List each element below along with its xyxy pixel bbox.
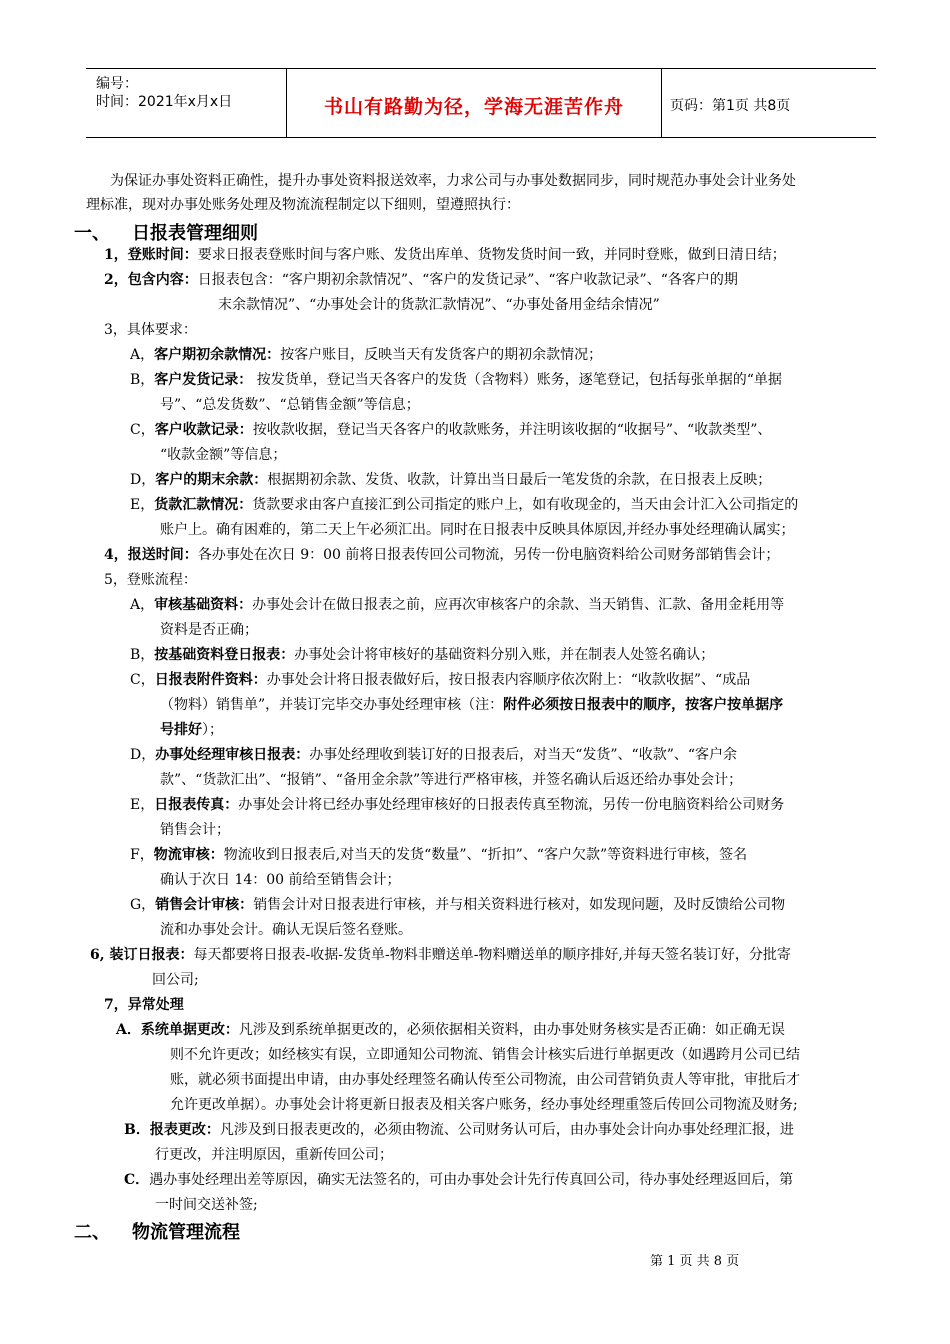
item-5c-label: 日报表附件资料：: [154, 672, 267, 688]
item-2-text-cont: 末余款情况”、“办事处会计的货款汇款情况”、“办事处备用金结余情况”: [218, 297, 660, 313]
item-5d-text: 办事处经理收到装订好的日报表后，对当天“发货”、“收款”、“客户余: [309, 747, 738, 763]
header-slogan: 书山有路勤为径，学海无涯苦作舟: [323, 96, 624, 118]
item-3e-text: 货款要求由客户直接汇到公司指定的账户上，如有收现金的，当天由会计汇入公司指定的: [252, 497, 799, 513]
item-7a-text-3: 账，就必须书面提出申请，由办事处经理签名确认传至公司物流，由公司营销负责人等审批，审批后才: [170, 1072, 800, 1088]
item-5g-letter: G，: [130, 897, 156, 913]
item-5c-text-2: （物料）销售单”，并装订完毕交办事处经理审核（注：: [160, 697, 504, 713]
item-5f-text: 物流收到日报表后,对当天的发货“数量”、“折扣”、“客户欠款”等资料进行审核，签名: [223, 847, 748, 863]
header-page-number: 页码：第1页 共8页: [670, 98, 791, 114]
item-5b-label: 按基础资料登日报表：: [154, 647, 295, 663]
item-6: [90, 946, 791, 964]
item-3a-label: 客户期初余款情况：: [154, 347, 281, 363]
item-3c-label: 客户收款记录：: [154, 422, 253, 438]
header-page-cell: [660, 69, 876, 137]
item-5f-text-cont: 确认于次日 14：00 前给至销售会计；: [160, 872, 401, 888]
item-5b: [130, 646, 714, 664]
item-5c-text: 办事处会计将日报表做好后，按日报表内容顺序依次附上：“收款收据”、“成品: [266, 672, 751, 688]
item-7b: [124, 1121, 794, 1139]
item-5g-text-cont: 流和办事处会计。确认无误后签名登账。: [160, 922, 412, 938]
item-7b-label: B．报表更改：: [124, 1122, 220, 1138]
intro-line-2: 理标准，现对办事处账务处理及物流流程制定以下细则，望遵照执行：: [86, 197, 520, 213]
header-meta-cell: [86, 69, 286, 137]
item-3a: [130, 346, 602, 364]
item-5c-letter: C，: [130, 672, 155, 688]
item-7c: [124, 1171, 793, 1189]
item-3c-letter: C，: [130, 422, 155, 438]
item-4-label: 4，报送时间：: [104, 547, 198, 563]
page-header: [86, 68, 876, 138]
page-footer: 第 1 页 共 8 页: [650, 1254, 740, 1269]
item-5a-label: 审核基础资料：: [154, 597, 253, 613]
item-6-label: 6, 装订日报表：: [90, 947, 194, 963]
section-1-number: 一、: [74, 223, 110, 244]
item-1: [104, 246, 786, 264]
item-3b-text-cont: 号”、“总发货数”、“总销售金额”等信息；: [160, 397, 420, 413]
header-slogan-cell: [286, 69, 662, 137]
item-7b-text: 凡涉及到日报表更改的，必须由物流、公司财务认可后，由办事处会计向办事处经理汇报，进: [219, 1122, 794, 1138]
item-3d: [130, 471, 771, 489]
item-5d-letter: D，: [130, 747, 156, 763]
item-3e-letter: E，: [130, 497, 155, 513]
item-5c-text-end: ）；: [202, 722, 223, 738]
item-3a-text: 按客户账目，反映当天有发货客户的期初余款情况；: [280, 347, 603, 363]
item-3b-letter: B，: [130, 372, 155, 388]
item-6-text-cont: 回公司;: [152, 972, 199, 988]
item-5e-label: 日报表传真：: [154, 797, 239, 813]
item-5f: [130, 846, 747, 864]
item-5f-label: 物流审核：: [153, 847, 224, 863]
item-5e: [130, 796, 784, 814]
item-3e: [130, 496, 798, 514]
item-5d-label: 办事处经理审核日报表：: [155, 747, 310, 763]
item-5g-label: 销售会计审核：: [155, 897, 254, 913]
item-5b-text: 办事处会计将审核好的基础资料分别入账，并在制表人处签名确认；: [294, 647, 715, 663]
item-3-label: 3，具体要求：: [104, 322, 197, 338]
item-3d-text: 根据期初余款、发货、收款，计算出当日最后一笔发货的余款，在日报表上反映；: [267, 472, 772, 488]
item-3c-text: 按收款收据，登记当天各客户的收款账务，并注明该收据的“收据号”、“收款类型”、: [252, 422, 772, 438]
intro-line-1: 为保证办事处资料正确性，提升办事处资料报送效率，力求公司与办事处数据同步，同时规范办事处会计业务处: [110, 173, 796, 189]
item-5-label: 5，登账流程：: [104, 572, 197, 588]
item-5c-text-cont: [160, 696, 783, 714]
item-5c-note-bold: 附件必须按日报表中的顺序，按客户按单据序: [503, 697, 784, 713]
document-number: 编号：: [96, 76, 138, 92]
item-7c-text-cont: 一时间交送补签;: [155, 1197, 258, 1213]
item-2-text: 日报表包含：“客户期初余款情况”、“客户的发货记录”、“客户收款记录”、“各客户的期: [197, 272, 738, 288]
item-7-label: 7，异常处理: [104, 997, 184, 1013]
section-2-number: 二、: [74, 1222, 110, 1243]
item-5d-text-cont: 款”、“货款汇出”、“报销”、“备用金余款”等进行严格审核，并签名确认后返还给办事处会计；: [160, 772, 743, 788]
document-time: 时间：2021年x月x日: [96, 94, 233, 110]
item-5e-text: 办事处会计将已经办事处经理审核好的日报表传真至物流，另传一份电脑资料给公司财务: [238, 797, 785, 813]
item-5g: [130, 896, 785, 914]
item-2-label: 2，包含内容：: [104, 272, 198, 288]
item-7a-text-4: 允许更改单据）。办事处会计将更新日报表及相关客户账务，经办事处经理重签后传回公司物流及财务;: [170, 1097, 798, 1113]
item-5a-letter: A，: [130, 597, 155, 613]
item-4-text: 各办事处在次日 9：00 前将日报表传回公司物流，另传一份电脑资料给公司财务部销售会计；: [197, 547, 780, 563]
item-5c-note-bold-end: 号排好: [160, 722, 202, 738]
item-3c: [130, 421, 771, 439]
item-6-text: 每天都要将日报表-收据-发货单-物料非赠送单-物料赠送单的顺序排好,并每天签名装订好，分批寄: [193, 947, 791, 963]
item-5f-letter: F，: [130, 847, 154, 863]
item-7a-text: 凡涉及到系统单据更改的，必须依据相关资料，由办事处财务核实是否正确：如正确无误: [238, 1022, 785, 1038]
item-7a-text-2: 则不允许更改；如经核实有误，立即通知公司物流、销售会计核实后进行单据更改（如遇跨月公司已结: [170, 1047, 800, 1063]
item-3d-letter: D，: [130, 472, 156, 488]
item-1-text: 要求日报表登账时间与客户账、发货出库单、货物发货时间一致，并同时登账，做到日清日结；: [197, 247, 786, 263]
item-5a-text: 办事处会计在做日报表之前，应再次审核客户的余款、当天销售、汇款、备用金耗用等: [252, 597, 785, 613]
item-3b-text: 按发货单，登记当天各客户的发货（含物料）账务，逐笔登记，包括每张单据的“单据: [252, 372, 782, 388]
item-5g-text: 销售会计对日报表进行审核，并与相关资料进行核对，如发现问题，及时反馈给公司物: [253, 897, 786, 913]
item-5a-text-cont: 资料是否正确；: [160, 622, 258, 638]
item-3e-text-cont: 账户上。确有困难的，第二天上午必须汇出。同时在日报表中反映具体原因,并经办事处经理确认属实；: [160, 522, 795, 538]
item-7c-text: 遇办事处经理出差等原因，确实无法签名的，可由办事处会计先行传真回公司，待办事处经理返回后，第: [149, 1172, 794, 1188]
item-5a: [130, 596, 784, 614]
item-5c: [130, 671, 750, 689]
item-3b-label: 客户发货记录：: [154, 372, 253, 388]
item-2: [104, 271, 738, 289]
item-5c-text-cont-2: [160, 721, 223, 739]
item-7b-text-cont: 行更改，并注明原因，重新传回公司；: [155, 1147, 393, 1163]
item-5e-text-cont: 销售会计；: [160, 822, 230, 838]
section-2-title: 物流管理流程: [132, 1222, 240, 1243]
item-3b: [130, 371, 782, 389]
item-3d-label: 客户的期末余款：: [155, 472, 268, 488]
item-3c-text-cont: “收款金额”等信息；: [160, 447, 287, 463]
item-5d: [130, 746, 737, 764]
item-7a-label: A．系统单据更改：: [116, 1022, 239, 1038]
item-1-label: 1，登账时间：: [104, 247, 198, 263]
item-5b-letter: B，: [130, 647, 155, 663]
item-3e-label: 货款汇款情况：: [154, 497, 253, 513]
item-5e-letter: E，: [130, 797, 155, 813]
item-7a: [116, 1021, 785, 1039]
item-7c-label: C．: [124, 1172, 150, 1188]
item-4: [104, 546, 779, 564]
section-1-title: 日报表管理细则: [132, 223, 258, 244]
item-3a-letter: A，: [130, 347, 155, 363]
